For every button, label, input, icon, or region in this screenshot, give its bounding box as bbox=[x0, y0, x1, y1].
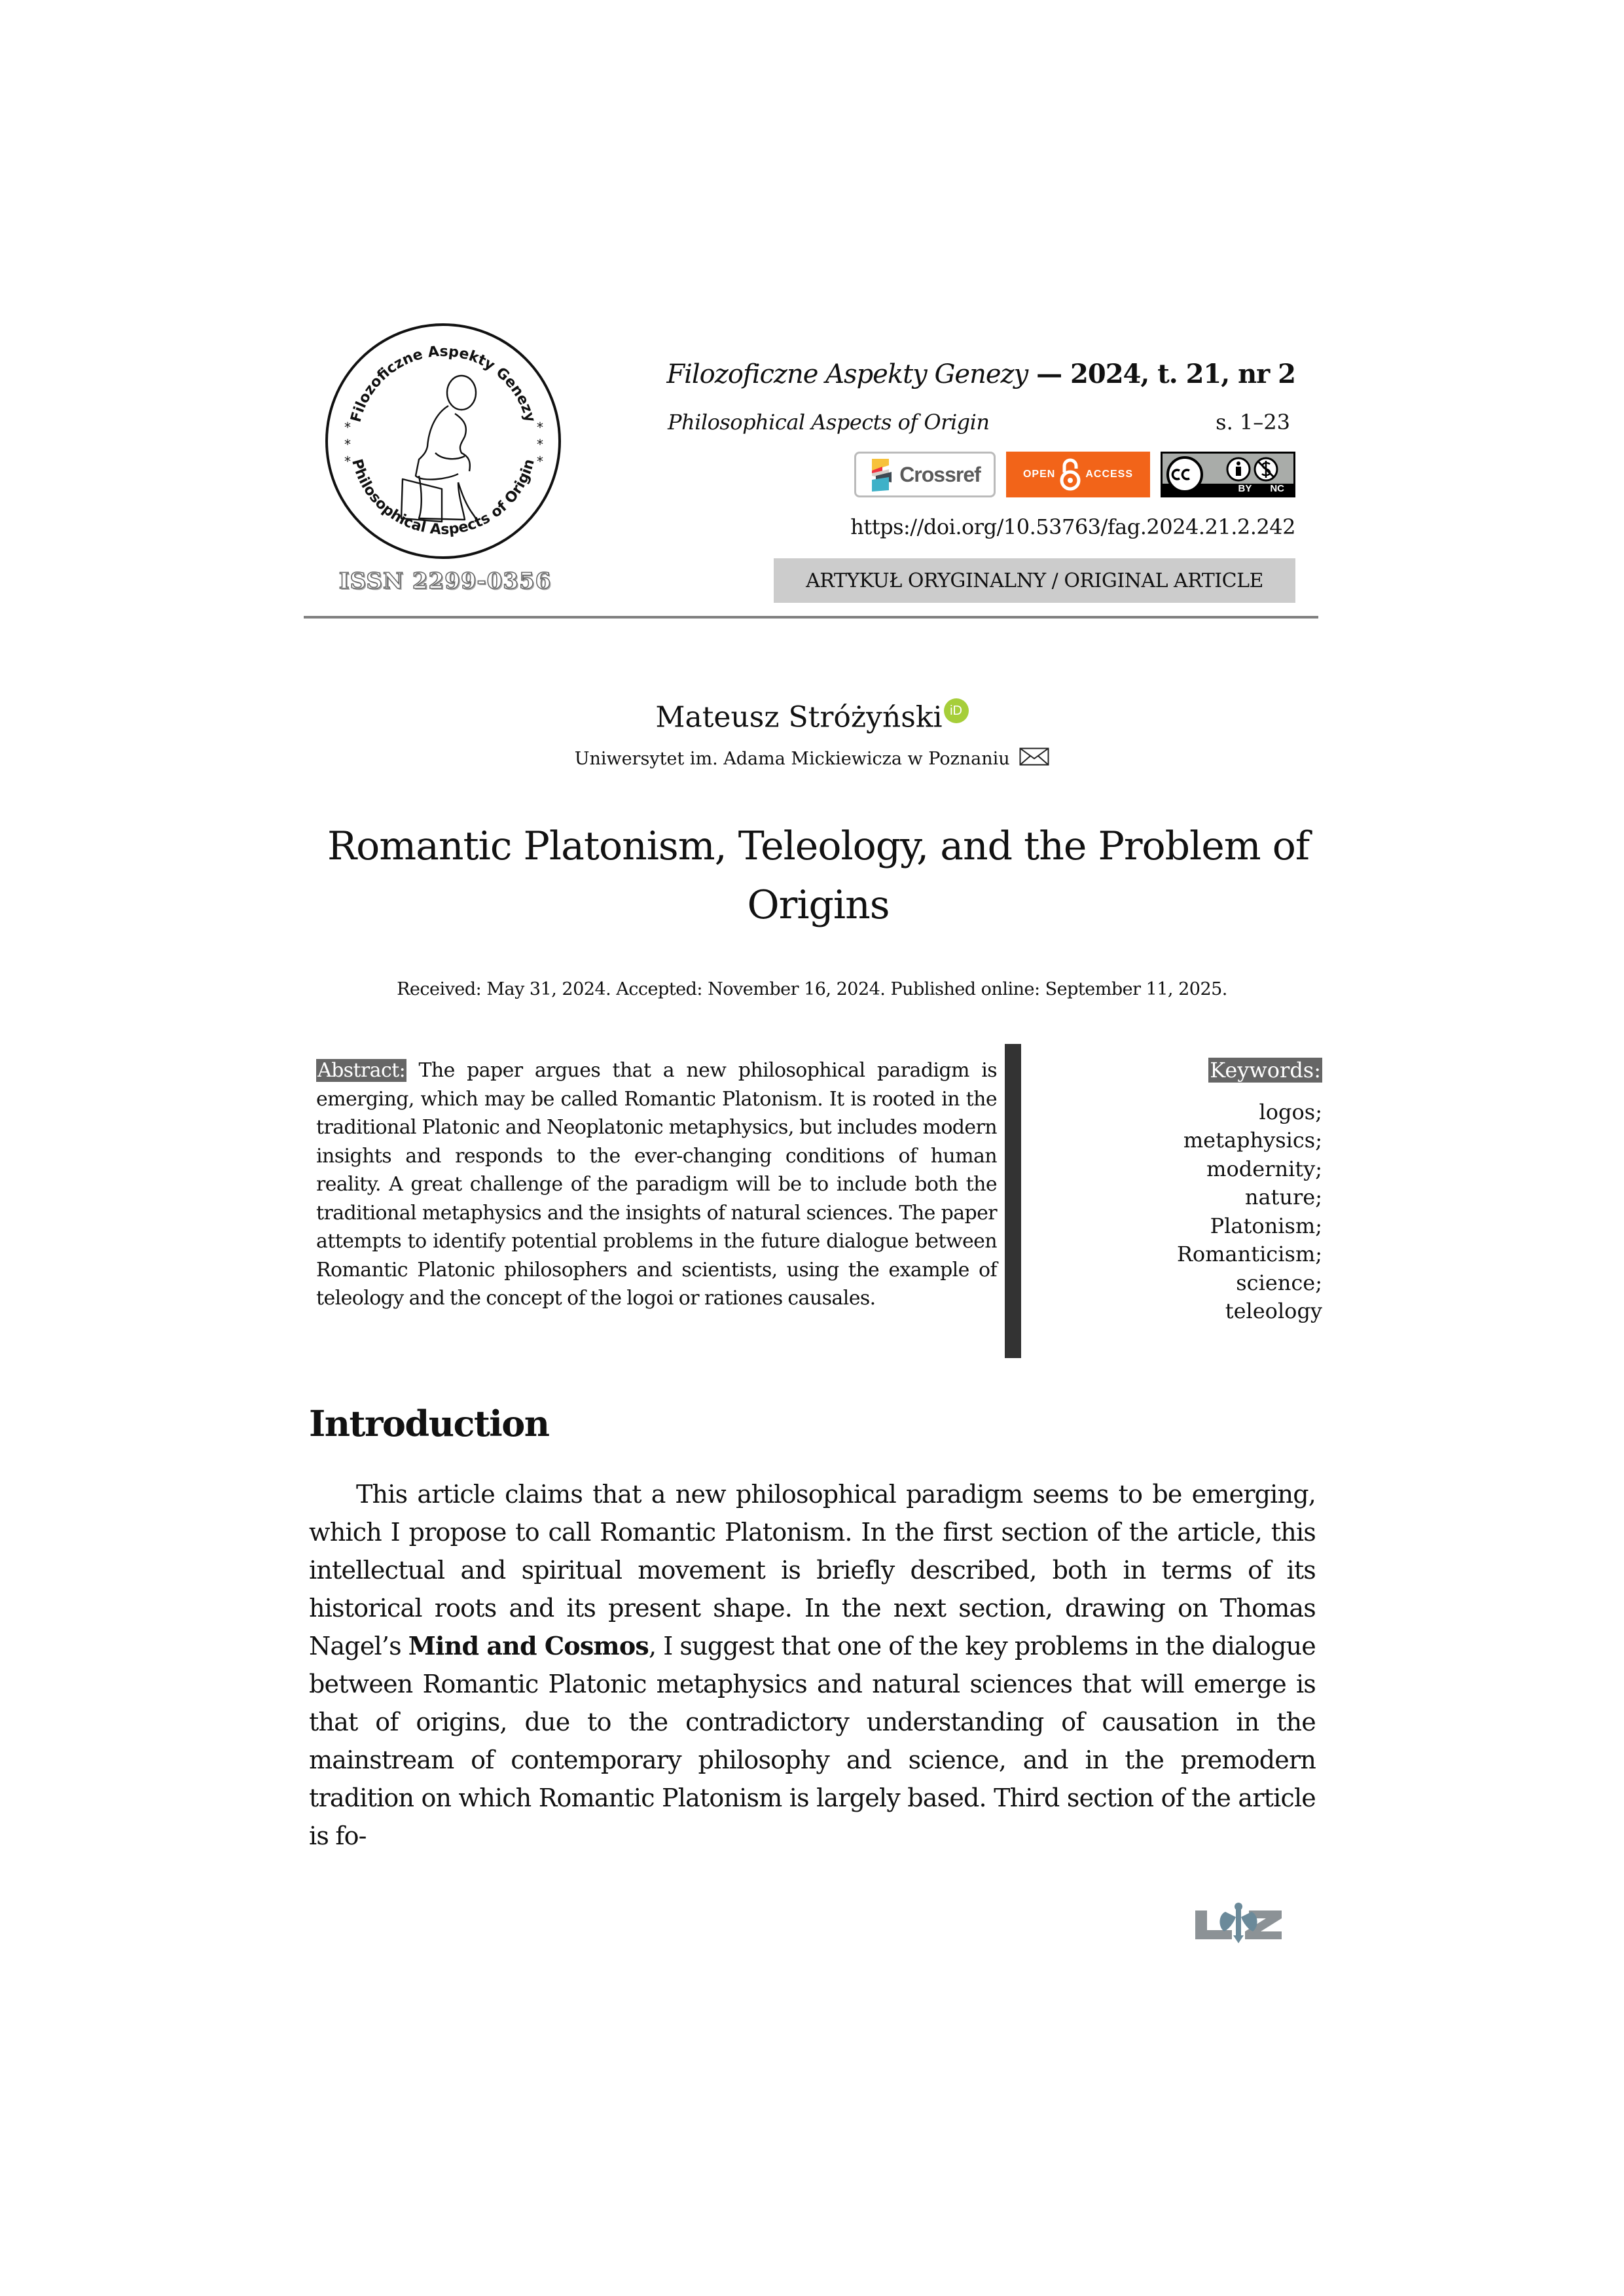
publication-dates: Received: May 31, 2024. Accepted: November 16, 2024. Published online: September 11, 2025. bbox=[397, 979, 1227, 999]
uz-eagle-logo-icon bbox=[1193, 1900, 1284, 1946]
cc-by-nc-badge[interactable] bbox=[1161, 452, 1295, 497]
badge-row bbox=[854, 452, 1295, 497]
open-access-right-label: ACCESS bbox=[1085, 469, 1134, 480]
journal-name: Filozoficzne Aspekty Genezy bbox=[666, 359, 1028, 389]
keyword: teleology bbox=[1225, 1299, 1322, 1323]
journal-subtitle: Philosophical Aspects of Origin bbox=[668, 410, 990, 435]
introduction-body bbox=[309, 1475, 1316, 1855]
journal-volume: — 2024, t. 21, nr 2 bbox=[1028, 359, 1295, 389]
open-access-badge[interactable] bbox=[1006, 452, 1150, 497]
abstract-text: The paper argues that a new philosophical paradigm is emerging, which may be called Romantic Platonism. It is rooted in the traditional Platonic and Neoplatonic metaphysics, but includes modern insights and responds to the ever-changing conditions of human reality. A great challenge of the paradigm will be to include both the traditional metaphysics and the insights of natural sciences. The paper attempts to identify potential problems in the future dialogue between Romantic Platonic philosophers and scientists, using the example of teleology and the concept of the logoi or rationes causales. bbox=[316, 1059, 998, 1310]
paragraph bbox=[309, 1475, 1316, 1855]
affiliation-line bbox=[0, 747, 1624, 772]
logo-text-bottom: Philosophical Aspects of Origin bbox=[348, 457, 538, 539]
keywords-list bbox=[1047, 1098, 1322, 1326]
cc-by-label: BY bbox=[1238, 483, 1252, 494]
crossref-icon bbox=[869, 456, 895, 493]
paragraph-text-start: This article claims that a new philosophical paradigm seems to be emerging, which I propose to call Romantic Platonism. In the first section of the article, this intellectual and spiritual movement is briefly described, both in terms of its historical roots and its present shape. In the next section, drawing on Thomas Nagel’s bbox=[309, 1480, 1316, 1660]
keyword: Platonism; bbox=[1210, 1213, 1322, 1238]
crossref-label: Crossref bbox=[899, 462, 981, 486]
keywords bbox=[1047, 1056, 1322, 1326]
author-name: Mateusz Stróżyński bbox=[655, 700, 943, 734]
article-title-line-1: Romantic Platonism, Teleology, and the Problem of bbox=[327, 823, 1310, 869]
abstract bbox=[316, 1056, 997, 1313]
abstract-divider bbox=[1005, 1044, 1021, 1358]
issn: ISSN 2299-0356 bbox=[338, 568, 552, 594]
keyword: science; bbox=[1236, 1270, 1322, 1295]
book-title-mind-and-cosmos: Mind and Cosmos bbox=[408, 1631, 649, 1660]
paragraph-text-end: , I suggest that one of the key problems in the dialogue between Romantic Platonic metaphysics and natural sciences that will emerge is that of origins, due to the contradictory understanding of causation in the mainstream of contemporary philosophy and science, and in the premodern tradition on which Romantic Platonism is largely based. Third section of the article is fo- bbox=[309, 1632, 1316, 1850]
keyword: modernity; bbox=[1206, 1156, 1322, 1181]
article-type-badge: ARTYKUŁ ORYGINALNY / ORIGINAL ARTICLE bbox=[774, 558, 1295, 603]
keyword: logos; bbox=[1259, 1099, 1322, 1124]
open-access-left-label: OPEN bbox=[1022, 469, 1056, 480]
envelope-icon[interactable] bbox=[1019, 747, 1049, 772]
journal-title-line bbox=[666, 359, 1295, 389]
doi-link[interactable]: https://doi.org/10.53763/fag.2024.21.2.242 bbox=[850, 514, 1295, 539]
abstract-label: Abstract: bbox=[317, 1059, 406, 1082]
page-range: s. 1–23 bbox=[1216, 410, 1290, 435]
open-lock-icon bbox=[1059, 457, 1081, 492]
orcid-icon[interactable]: iD bbox=[944, 698, 969, 723]
keyword: metaphysics; bbox=[1183, 1128, 1322, 1153]
keyword: nature; bbox=[1244, 1185, 1322, 1210]
thinker-statue-icon bbox=[324, 322, 563, 561]
svg-text:*: * bbox=[537, 454, 543, 469]
svg-text:*: * bbox=[344, 420, 351, 435]
journal-logo bbox=[324, 322, 563, 561]
publisher-logo bbox=[1193, 1900, 1284, 1946]
svg-text:*: * bbox=[537, 437, 543, 452]
article-title bbox=[308, 817, 1329, 935]
header-divider bbox=[304, 616, 1318, 619]
svg-text:*: * bbox=[537, 420, 543, 435]
crossref-badge[interactable] bbox=[854, 452, 996, 497]
author-line bbox=[0, 698, 1624, 736]
svg-text:*: * bbox=[344, 437, 351, 452]
logo-text-top: Filozoficzne Aspekty Genezy bbox=[348, 343, 539, 424]
section-heading-introduction: Introduction bbox=[309, 1403, 549, 1444]
cc-labels bbox=[1238, 483, 1284, 494]
article-title-line-2: Origins bbox=[747, 882, 890, 928]
keywords-label: Keywords: bbox=[1210, 1058, 1321, 1083]
keyword: Romanticism; bbox=[1176, 1242, 1322, 1266]
svg-text:*: * bbox=[344, 454, 351, 469]
cc-nc-label: NC bbox=[1270, 483, 1284, 494]
affiliation: Uniwersytet im. Adama Mickiewicza w Poznaniu bbox=[574, 749, 1010, 769]
